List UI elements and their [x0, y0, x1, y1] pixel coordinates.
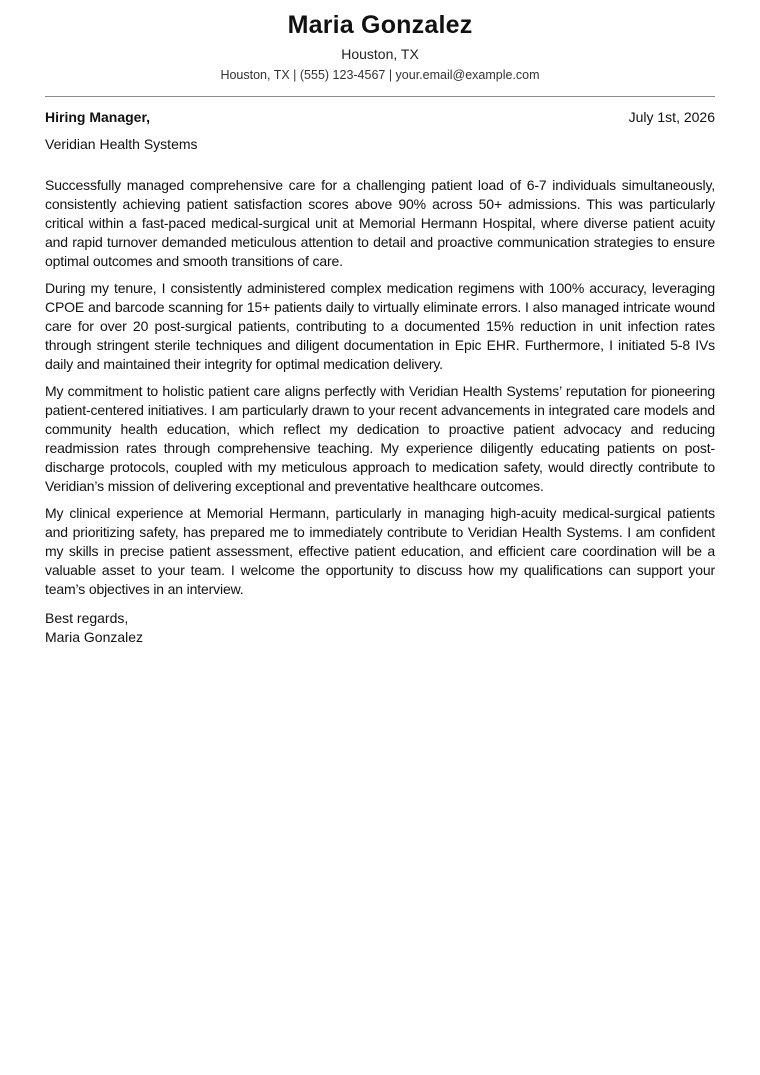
recipient-company: Veridian Health Systems: [45, 136, 198, 152]
header-divider: [45, 96, 715, 97]
letter-date: July 1st, 2026: [628, 109, 715, 125]
closing-phrase: Best regards,: [45, 610, 129, 626]
sender-location: Houston, TX: [341, 46, 419, 62]
body-paragraph: My clinical experience at Memorial Hermann, particularly in managing high-acuity medical-surgical patients and prioritizing safety, has prepared me to immediately contribute to Veridian Health Systems. I am confident my skills in precise patient assessment, effective patient education, and efficient care coordination will be a valuable asset to your team. I welcome the opportunity to discuss how my qualifications can support your team’s objectives in an interview.: [45, 505, 715, 597]
salutation-date-row: [45, 108, 715, 126]
sender-name: Maria Gonzalez: [287, 11, 473, 39]
letter-header: [45, 0, 715, 83]
body-paragraph: Successfully managed comprehensive care for a challenging patient load of 6-7 individuals simultaneously, consistently achieving patient satisfaction scores above 90% across 50+ admissions. This was particularly critical within a fast-paced medical-surgical unit at Memorial Hermann Hospital, where diverse patient acuity and rapid turnover demanded meticulous attention to detail and proactive communication strategies to ensure optimal outcomes and smooth transitions of care.: [45, 177, 715, 269]
signature-name: Maria Gonzalez: [45, 629, 144, 645]
sender-contact-line: Houston, TX | (555) 123-4567 | your.email@example.com: [220, 68, 540, 82]
body-paragraph: During my tenure, I consistently administered complex medication regimens with 100% accuracy, leveraging CPOE and barcode scanning for 15+ patients daily to virtually eliminate errors. I also managed intricate wound care for over 20 post-surgical patients, contributing to a documented 15% reduction in unit infection rates through stringent sterile techniques and diligent documentation in Epic EHR. Furthermore, I initiated 5-8 IVs daily and maintained their integrity for optimal medication delivery.: [45, 280, 715, 372]
salutation: Hiring Manager,: [45, 109, 151, 125]
letter-body: [45, 176, 715, 599]
body-paragraph: My commitment to holistic patient care aligns perfectly with Veridian Health Systems’ reputation for pioneering patient-centered initiatives. I am particularly drawn to your recent advancements in integrated care models and community health education, which reflect my dedication to proactive patient advocacy and reducing readmission rates through comprehensive teaching. My experience diligently educating patients on post-discharge protocols, coupled with my meticulous approach to medication safety, would directly contribute to Veridian’s mission of delivering exceptional and preventative healthcare outcomes.: [45, 383, 715, 494]
letter-closing: [45, 609, 715, 647]
